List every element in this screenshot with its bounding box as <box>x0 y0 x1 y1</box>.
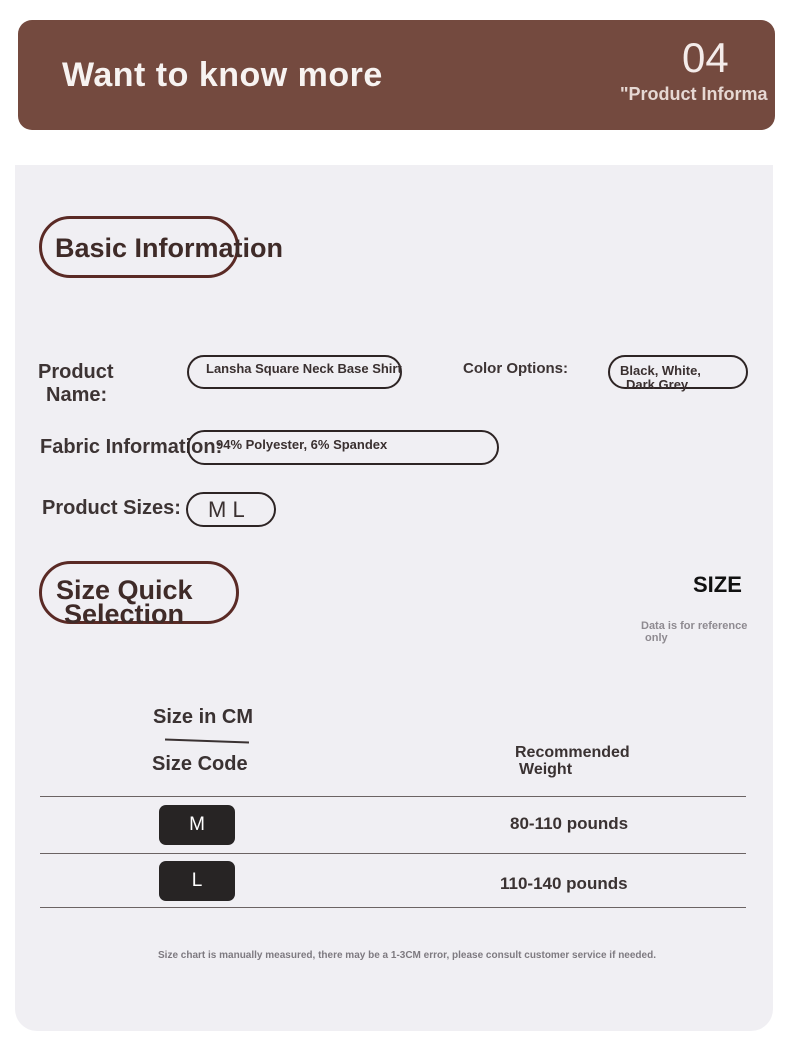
weight-l: 110-140 pounds <box>500 874 628 893</box>
product-name-label <box>38 361 114 407</box>
color-options-label: Color Options: <box>463 360 568 377</box>
banner-title: Want to know more <box>62 56 383 94</box>
size-tag: SIZE <box>693 572 742 597</box>
product-sizes-value: M L <box>208 497 245 522</box>
section-number: 04 <box>682 34 729 81</box>
size-quick-heading-line1: Size Quick <box>56 575 193 605</box>
product-name-label-line1: Product <box>38 361 114 383</box>
size-badge-m: M <box>159 805 235 845</box>
size-chart-footnote: Size chart is manually measured, there may be a 1-3CM error, please consult customer service if needed. <box>158 950 656 961</box>
fabric-label: Fabric Information: <box>40 436 223 458</box>
color-options-value <box>620 364 701 392</box>
table-rule-top <box>40 796 746 797</box>
reference-note-line1: Data is for reference <box>641 620 748 632</box>
basic-info-heading: Basic Information <box>55 233 284 263</box>
size-code-header: Size Code <box>152 753 248 775</box>
size-unit-label: Size in CM <box>153 706 254 728</box>
banner-subtitle: "Product Informa <box>620 84 768 104</box>
weight-m: 80-110 pounds <box>510 814 629 833</box>
weight-header-line2: Weight <box>519 761 573 778</box>
size-quick-heading <box>56 575 193 629</box>
size-badge-l: L <box>159 861 235 901</box>
reference-note-line2: only <box>645 632 668 644</box>
fabric-value: 94% Polyester, 6% Spandex <box>216 437 388 452</box>
color-options-value-line2: Dark Grey <box>626 377 689 392</box>
weight-header-line1: Recommended <box>515 744 630 761</box>
table-rule-middle <box>40 853 746 854</box>
size-quick-heading-line2: Selection <box>64 599 185 629</box>
product-sizes-label: Product Sizes: <box>42 497 181 519</box>
color-options-value-line1: Black, White, <box>620 363 701 378</box>
weight-header <box>515 744 630 778</box>
product-name-value: Lansha Square Neck Base Shirt <box>206 361 402 376</box>
product-name-label-line2: Name: <box>46 384 108 406</box>
table-rule-bottom <box>40 907 746 908</box>
reference-note <box>641 620 747 644</box>
header-banner <box>18 20 775 130</box>
